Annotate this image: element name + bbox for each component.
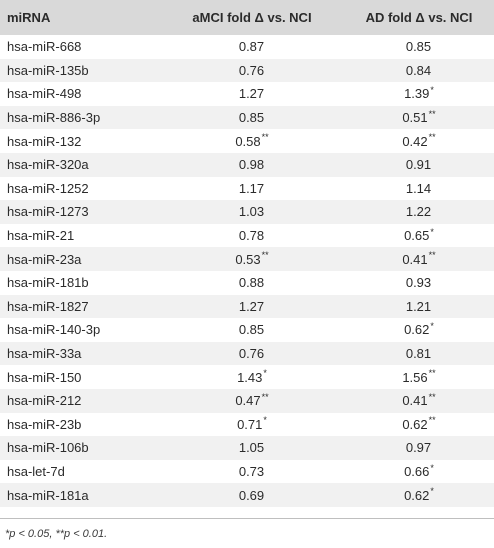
cell-ad-fold-change	[337, 106, 494, 130]
cell-ad-fold-change	[337, 59, 494, 83]
cell-mirna-name: hsa-miR-33a	[7, 346, 82, 362]
cell-ad-fold-change	[337, 177, 494, 201]
header-row	[0, 0, 494, 35]
amci-significance-marker: *	[263, 368, 267, 379]
header-ad-fold-change: AD fold Δ vs. NCI	[365, 10, 473, 25]
amci-value: 0.71	[237, 416, 263, 432]
table-row	[0, 59, 494, 83]
table-row	[0, 295, 494, 319]
cell-amci-fold-change	[167, 389, 337, 413]
ad-significance-marker: **	[428, 368, 436, 379]
cell-mirna-name: hsa-miR-498	[7, 86, 82, 102]
ad-value: 1.22	[405, 204, 432, 220]
amci-value: 0.69	[238, 487, 265, 503]
amci-value: 0.88	[238, 275, 265, 291]
amci-value: 0.58	[235, 133, 261, 149]
cell-ad-fold-change	[337, 35, 494, 59]
cell-amci-fold-change	[167, 177, 337, 201]
ad-value: 0.41	[402, 251, 428, 267]
cell-mirna-name: hsa-miR-886-3p	[7, 110, 101, 126]
cell-amci-fold-change	[167, 224, 337, 248]
ad-value: 1.14	[405, 180, 432, 196]
cell-ad-fold-change	[337, 153, 494, 177]
ad-value: 0.51	[402, 110, 428, 126]
table-row	[0, 413, 494, 437]
ad-significance-marker: **	[428, 108, 436, 119]
cell-mirna-name: hsa-miR-23b	[7, 416, 82, 432]
cell-ad-fold-change	[337, 224, 494, 248]
cell-mirna-name: hsa-miR-212	[7, 393, 82, 409]
cell-amci-fold-change	[167, 82, 337, 106]
significance-footnote: *p < 0.05, **p < 0.01.	[5, 528, 108, 540]
table-row	[0, 200, 494, 224]
amci-significance-marker: *	[263, 415, 267, 426]
ad-value: 0.62	[402, 416, 428, 432]
cell-amci-fold-change	[167, 129, 337, 153]
cell-amci-fold-change	[167, 318, 337, 342]
header-mirna: miRNA	[7, 10, 51, 25]
amci-value: 1.05	[238, 440, 265, 456]
cell-amci-fold-change	[167, 483, 337, 507]
header-amci-fold-change: aMCI fold Δ vs. NCI	[192, 10, 312, 25]
cell-mirna-name: hsa-miR-106b	[7, 440, 89, 456]
ad-value: 1.56	[402, 369, 428, 385]
cell-mirna-name: hsa-miR-1273	[7, 204, 89, 220]
cell-amci-fold-change	[167, 342, 337, 366]
cell-mirna-name: hsa-miR-1827	[7, 298, 89, 314]
cell-ad-fold-change	[337, 342, 494, 366]
cell-mirna-name: hsa-miR-668	[7, 39, 82, 55]
cell-ad-fold-change	[337, 200, 494, 224]
ad-value: 0.84	[405, 62, 432, 78]
cell-amci-fold-change	[167, 413, 337, 437]
amci-value: 0.98	[238, 157, 265, 173]
amci-significance-marker: **	[261, 132, 269, 143]
table-header	[0, 0, 494, 35]
ad-significance-marker: **	[428, 250, 436, 261]
amci-value: 1.03	[238, 204, 265, 220]
amci-value: 0.73	[238, 463, 265, 479]
table-row	[0, 35, 494, 59]
ad-value: 0.81	[405, 346, 432, 362]
cell-amci-fold-change	[167, 200, 337, 224]
cell-amci-fold-change	[167, 460, 337, 484]
cell-mirna-name: hsa-miR-23a	[7, 251, 82, 267]
cell-ad-fold-change	[337, 436, 494, 460]
ad-significance-marker: *	[430, 85, 434, 96]
table-row	[0, 271, 494, 295]
table-row	[0, 82, 494, 106]
ad-significance-marker: *	[430, 226, 434, 237]
ad-value: 0.65	[404, 228, 430, 244]
ad-value: 1.39	[404, 86, 430, 102]
cell-mirna-name: hsa-miR-140-3p	[7, 322, 101, 338]
cell-ad-fold-change	[337, 318, 494, 342]
table-row	[0, 342, 494, 366]
table-row	[0, 129, 494, 153]
cell-mirna-name: hsa-miR-1252	[7, 180, 89, 196]
ad-significance-marker: **	[428, 415, 436, 426]
table-row	[0, 153, 494, 177]
amci-value: 0.78	[238, 228, 265, 244]
cell-ad-fold-change	[337, 389, 494, 413]
table-row	[0, 389, 494, 413]
ad-value: 1.21	[405, 298, 432, 314]
table-row	[0, 224, 494, 248]
cell-ad-fold-change	[337, 483, 494, 507]
ad-value: 0.91	[405, 157, 432, 173]
cell-mirna-name: hsa-miR-181a	[7, 487, 89, 503]
ad-value: 0.93	[405, 275, 432, 291]
ad-value: 0.85	[405, 39, 432, 55]
ad-value: 0.97	[405, 440, 432, 456]
table-row	[0, 247, 494, 271]
table-row	[0, 106, 494, 130]
cell-amci-fold-change	[167, 247, 337, 271]
cell-mirna-name: hsa-miR-320a	[7, 157, 89, 173]
ad-value: 0.62	[404, 487, 430, 503]
ad-significance-marker: *	[430, 462, 434, 473]
cell-amci-fold-change	[167, 365, 337, 389]
cell-amci-fold-change	[167, 106, 337, 130]
cell-ad-fold-change	[337, 460, 494, 484]
ad-significance-marker: *	[430, 486, 434, 497]
amci-value: 1.17	[238, 180, 265, 196]
cell-amci-fold-change	[167, 436, 337, 460]
cell-mirna-name: hsa-miR-181b	[7, 275, 89, 291]
amci-value: 0.53	[235, 251, 261, 267]
ad-significance-marker: *	[430, 321, 434, 332]
cell-mirna-name: hsa-miR-132	[7, 133, 82, 149]
table-row	[0, 177, 494, 201]
amci-value: 1.27	[238, 298, 265, 314]
table-row	[0, 365, 494, 389]
amci-value: 0.87	[238, 39, 265, 55]
cell-ad-fold-change	[337, 247, 494, 271]
cell-mirna-name: hsa-miR-21	[7, 228, 75, 244]
ad-value: 0.66	[404, 463, 430, 479]
cell-mirna-name: hsa-miR-150	[7, 369, 82, 385]
cell-ad-fold-change	[337, 82, 494, 106]
table-body	[0, 35, 494, 507]
ad-value: 0.62	[404, 322, 430, 338]
amci-value: 0.85	[238, 322, 265, 338]
amci-value: 1.27	[238, 86, 265, 102]
amci-value: 0.76	[238, 346, 265, 362]
cell-ad-fold-change	[337, 271, 494, 295]
amci-value: 0.47	[235, 393, 261, 409]
cell-amci-fold-change	[167, 59, 337, 83]
table-row	[0, 436, 494, 460]
cell-amci-fold-change	[167, 271, 337, 295]
ad-value: 0.41	[402, 393, 428, 409]
amci-value: 1.43	[237, 369, 263, 385]
amci-value: 0.76	[238, 62, 265, 78]
ad-significance-marker: **	[428, 132, 436, 143]
amci-significance-marker: **	[261, 391, 269, 402]
cell-ad-fold-change	[337, 129, 494, 153]
amci-value: 0.85	[238, 110, 265, 126]
cell-mirna-name: hsa-let-7d	[7, 463, 65, 479]
cell-amci-fold-change	[167, 153, 337, 177]
table-row	[0, 318, 494, 342]
table-bottom-rule	[0, 518, 494, 519]
table-row	[0, 483, 494, 507]
cell-ad-fold-change	[337, 413, 494, 437]
cell-mirna-name: hsa-miR-135b	[7, 62, 89, 78]
cell-amci-fold-change	[167, 295, 337, 319]
amci-significance-marker: **	[261, 250, 269, 261]
cell-ad-fold-change	[337, 295, 494, 319]
cell-ad-fold-change	[337, 365, 494, 389]
table-row	[0, 460, 494, 484]
ad-significance-marker: **	[428, 391, 436, 402]
ad-value: 0.42	[402, 133, 428, 149]
cell-amci-fold-change	[167, 35, 337, 59]
